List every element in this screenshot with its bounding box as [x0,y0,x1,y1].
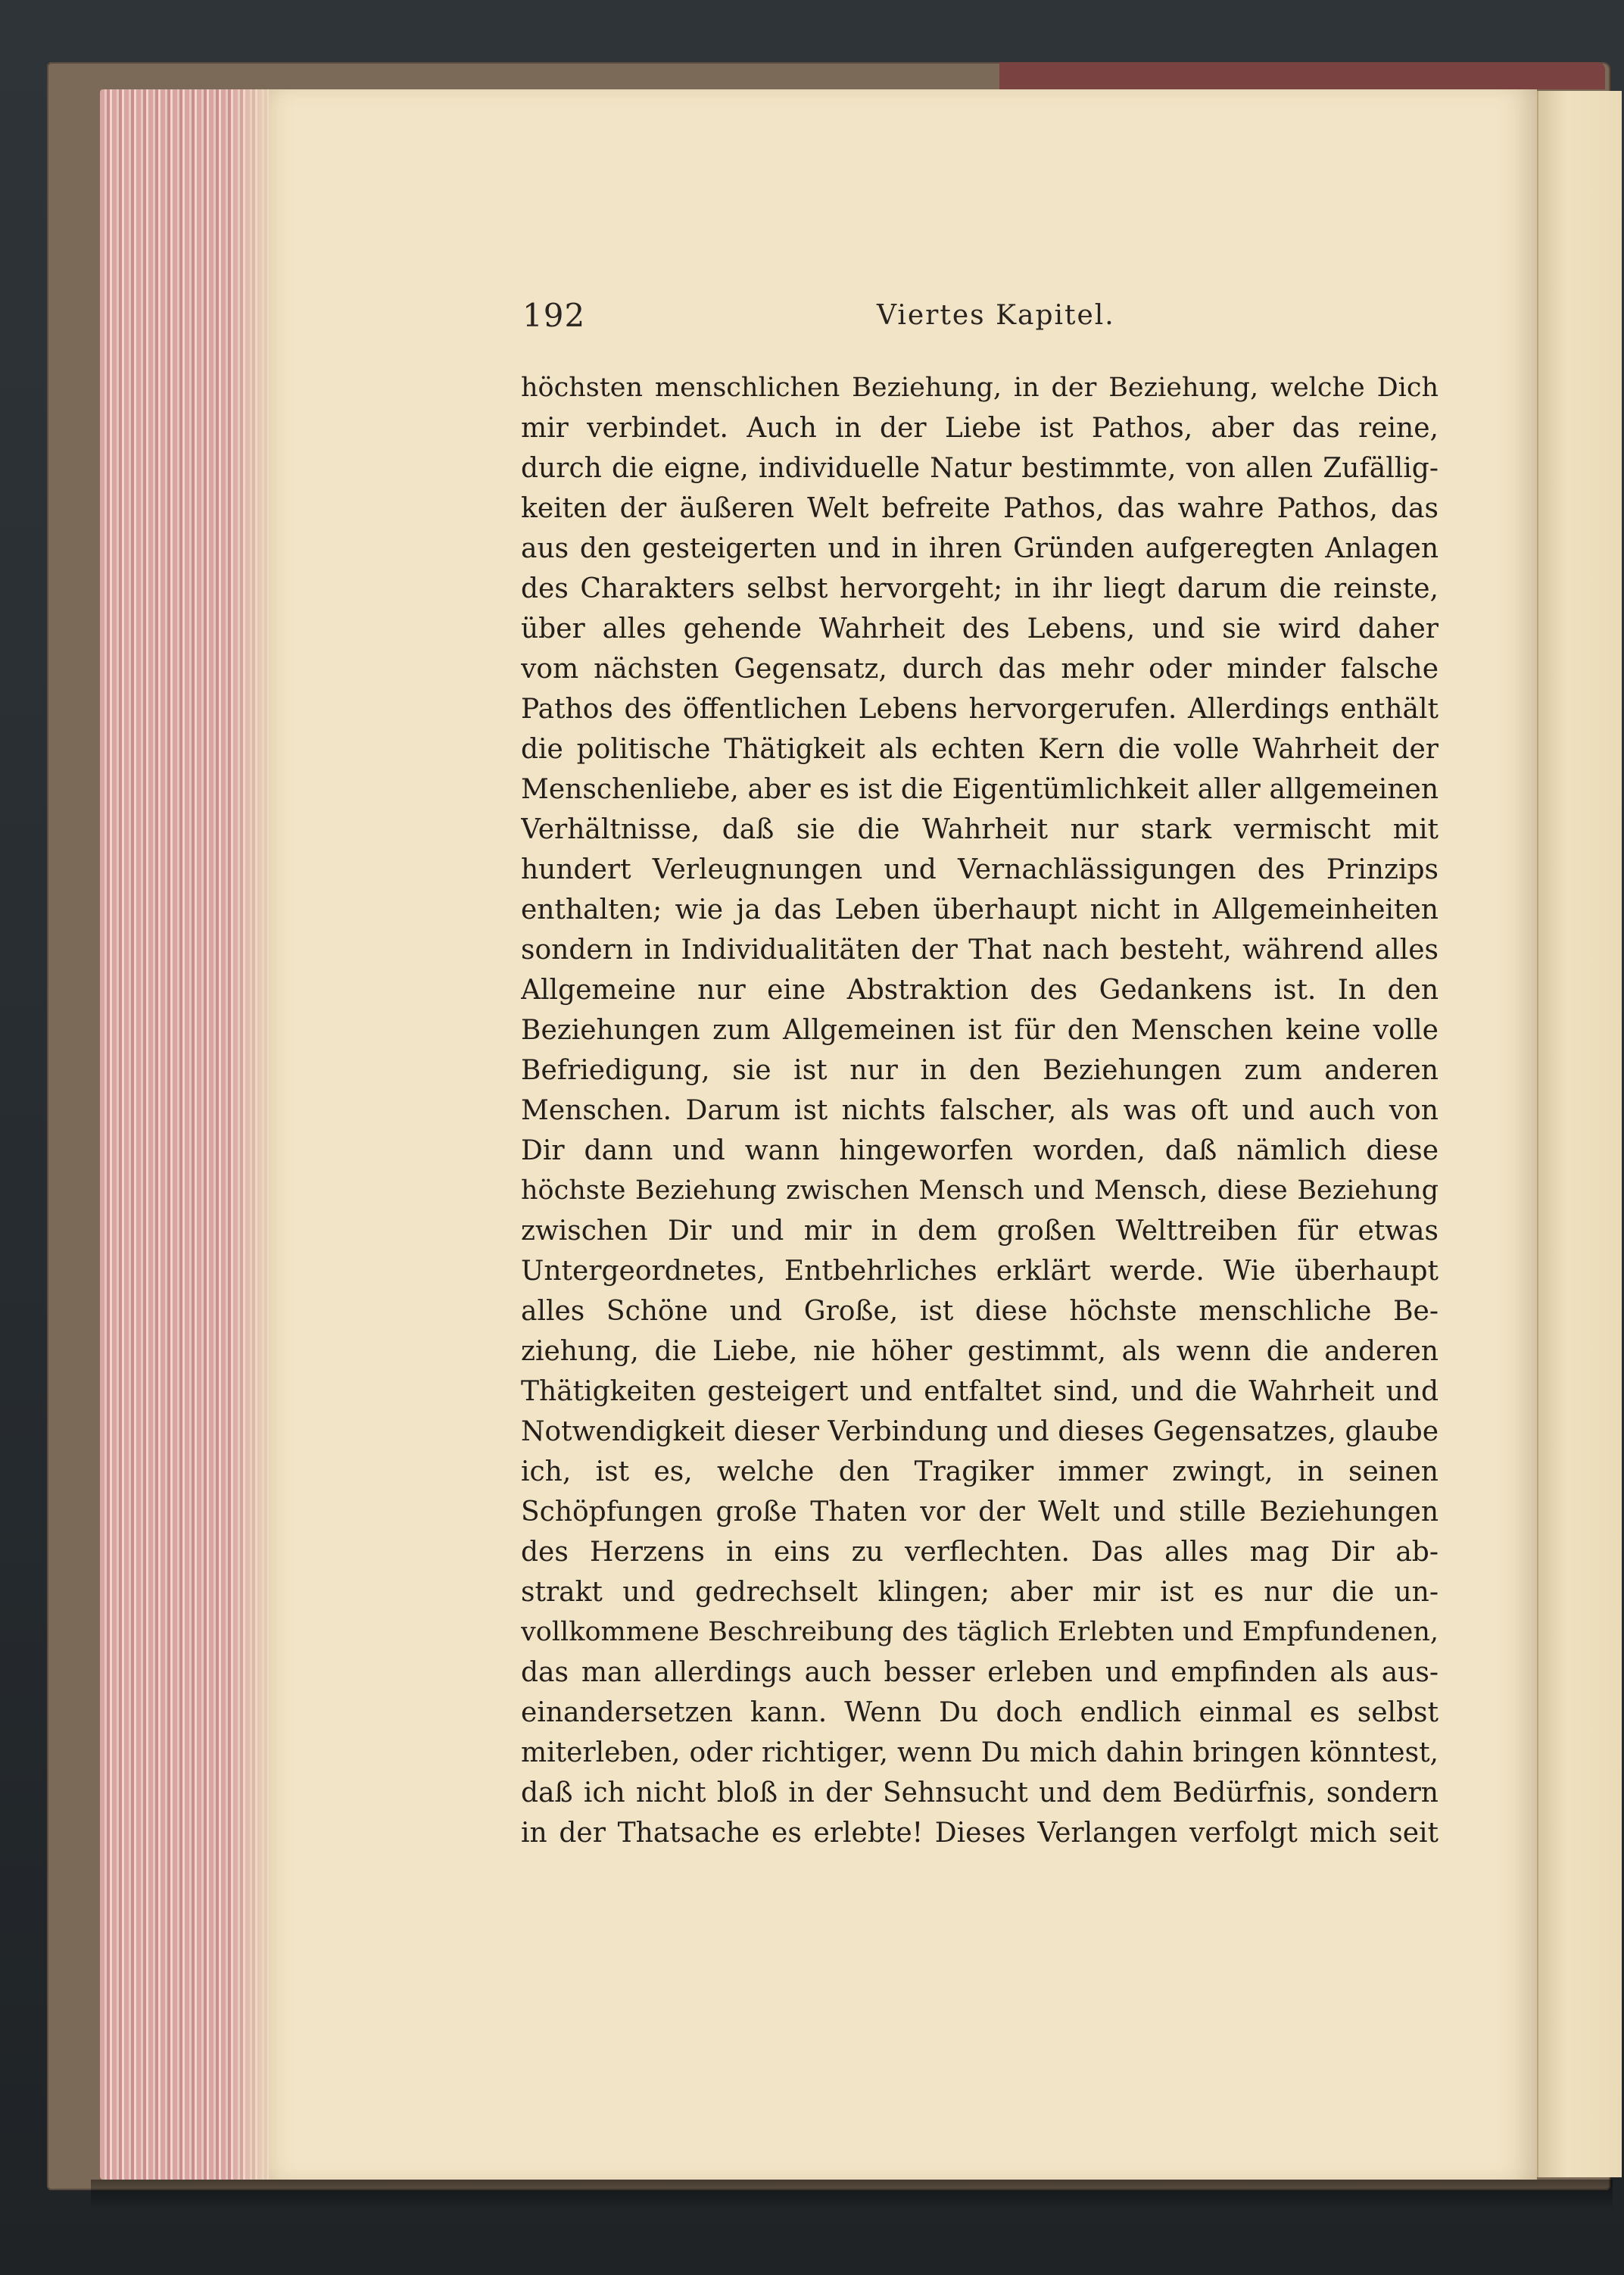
text-line: Menschenliebe, aber es ist die Eigentümlichkeit aller allgemeinen [521,774,1439,805]
text-line: Befriedigung, sie ist nur in den Beziehungen zum anderen [521,1055,1439,1086]
text-line: Schöpfungen große Thaten vor der Welt und stille Beziehungen [521,1496,1439,1528]
text-line: mir verbindet. Auch in der Liebe ist Pathos, aber das reine, [521,413,1439,444]
text-line: des Herzens in eins zu verflechten. Das alles mag Dir ab- [521,1537,1439,1568]
facing-page-edge [1537,91,1622,2177]
text-line: durch die eigne, individuelle Natur bestimmte, von allen Zufällig- [521,453,1439,484]
text-line: die politische Thätigkeit als echten Kern die volle Wahrheit der [521,734,1439,765]
text-line: das man allerdings auch besser erleben und empfinden als aus- [521,1657,1439,1688]
text-line: sondern in Individualitäten der That nach besteht, während alles [521,935,1439,966]
text-line: Verhältnisse, daß sie die Wahrheit nur stark vermischt mit [521,814,1439,845]
text-line: vom nächsten Gegensatz, durch das mehr oder minder falsche [521,654,1439,685]
text-line: miterleben, oder richtiger, wenn Du mich dahin bringen könntest, [521,1737,1439,1768]
book-cover-spine-band [999,62,1605,89]
text-line: enthalten; wie ja das Leben überhaupt nicht in Allgemeinheiten [521,894,1439,925]
text-line: Notwendigkeit dieser Verbindung und dieses Gegensatzes, glaube [521,1416,1439,1447]
text-line: des Charakters selbst hervorgeht; in ihr liegt darum die reinste, [521,573,1439,604]
text-line: Allgemeine nur eine Abstraktion des Gedankens ist. In den [521,975,1439,1006]
text-line: ziehung, die Liebe, nie höher gestimmt, als wenn die anderen [521,1336,1439,1367]
text-line: ich, ist es, welche den Tragiker immer zwingt, in seinen [521,1456,1439,1487]
text-line: daß ich nicht bloß in der Sehnsucht und dem Bedürfnis, sondern [521,1777,1439,1808]
text-line: höchste Beziehung zwischen Mensch und Mensch, diese Beziehung [521,1175,1439,1206]
text-line: in der Thatsache es erlebte! Dieses Verlangen verfolgt mich seit [521,1818,1439,1849]
text-line: Thätigkeiten gesteigert und entfaltet sind, und die Wahrheit und [521,1376,1439,1407]
text-line: alles Schöne und Große, ist diese höchste menschliche Be- [521,1296,1439,1327]
text-line: einandersetzen kann. Wenn Du doch endlich einmal es selbst [521,1697,1439,1728]
text-line: hundert Verleugnungen und Vernachlässigungen des Prinzips [521,854,1439,885]
body-text [521,368,1439,1853]
chapter-title: Viertes Kapitel. [877,300,1115,331]
page-number: 192 [522,297,586,334]
text-line: Beziehungen zum Allgemeinen ist für den Menschen keine volle [521,1015,1439,1046]
text-line: über alles gehende Wahrheit des Lebens, und sie wird daher [521,613,1439,644]
text-line: Menschen. Darum ist nichts falscher, als was oft und auch von [521,1095,1439,1126]
text-line: Untergeordnetes, Entbehrliches erklärt werde. Wie überhaupt [521,1256,1439,1287]
text-line: vollkommene Beschreibung des täglich Erlebten und Empfundenen, [521,1617,1439,1647]
text-line: Dir dann und wann hingeworfen worden, daß nämlich diese [521,1135,1439,1166]
text-line: strakt und gedrechselt klingen; aber mir ist es nur die un- [521,1577,1439,1608]
text-line: Pathos des öffentlichen Lebens hervorgerufen. Allerdings enthält [521,694,1439,725]
page-edges-shadow [227,89,273,2180]
text-line: zwischen Dir und mir in dem großen Welttreiben für etwas [521,1216,1439,1247]
text-line: aus den gesteigerten und in ihren Gründen aufgeregten Anlagen [521,533,1439,564]
book-shadow [91,2180,1613,2210]
text-line: höchsten menschlichen Beziehung, in der Beziehung, welche Dich [521,373,1439,403]
text-line: keiten der äußeren Welt befreite Pathos, das wahre Pathos, das [521,493,1439,524]
running-head [522,297,1439,335]
